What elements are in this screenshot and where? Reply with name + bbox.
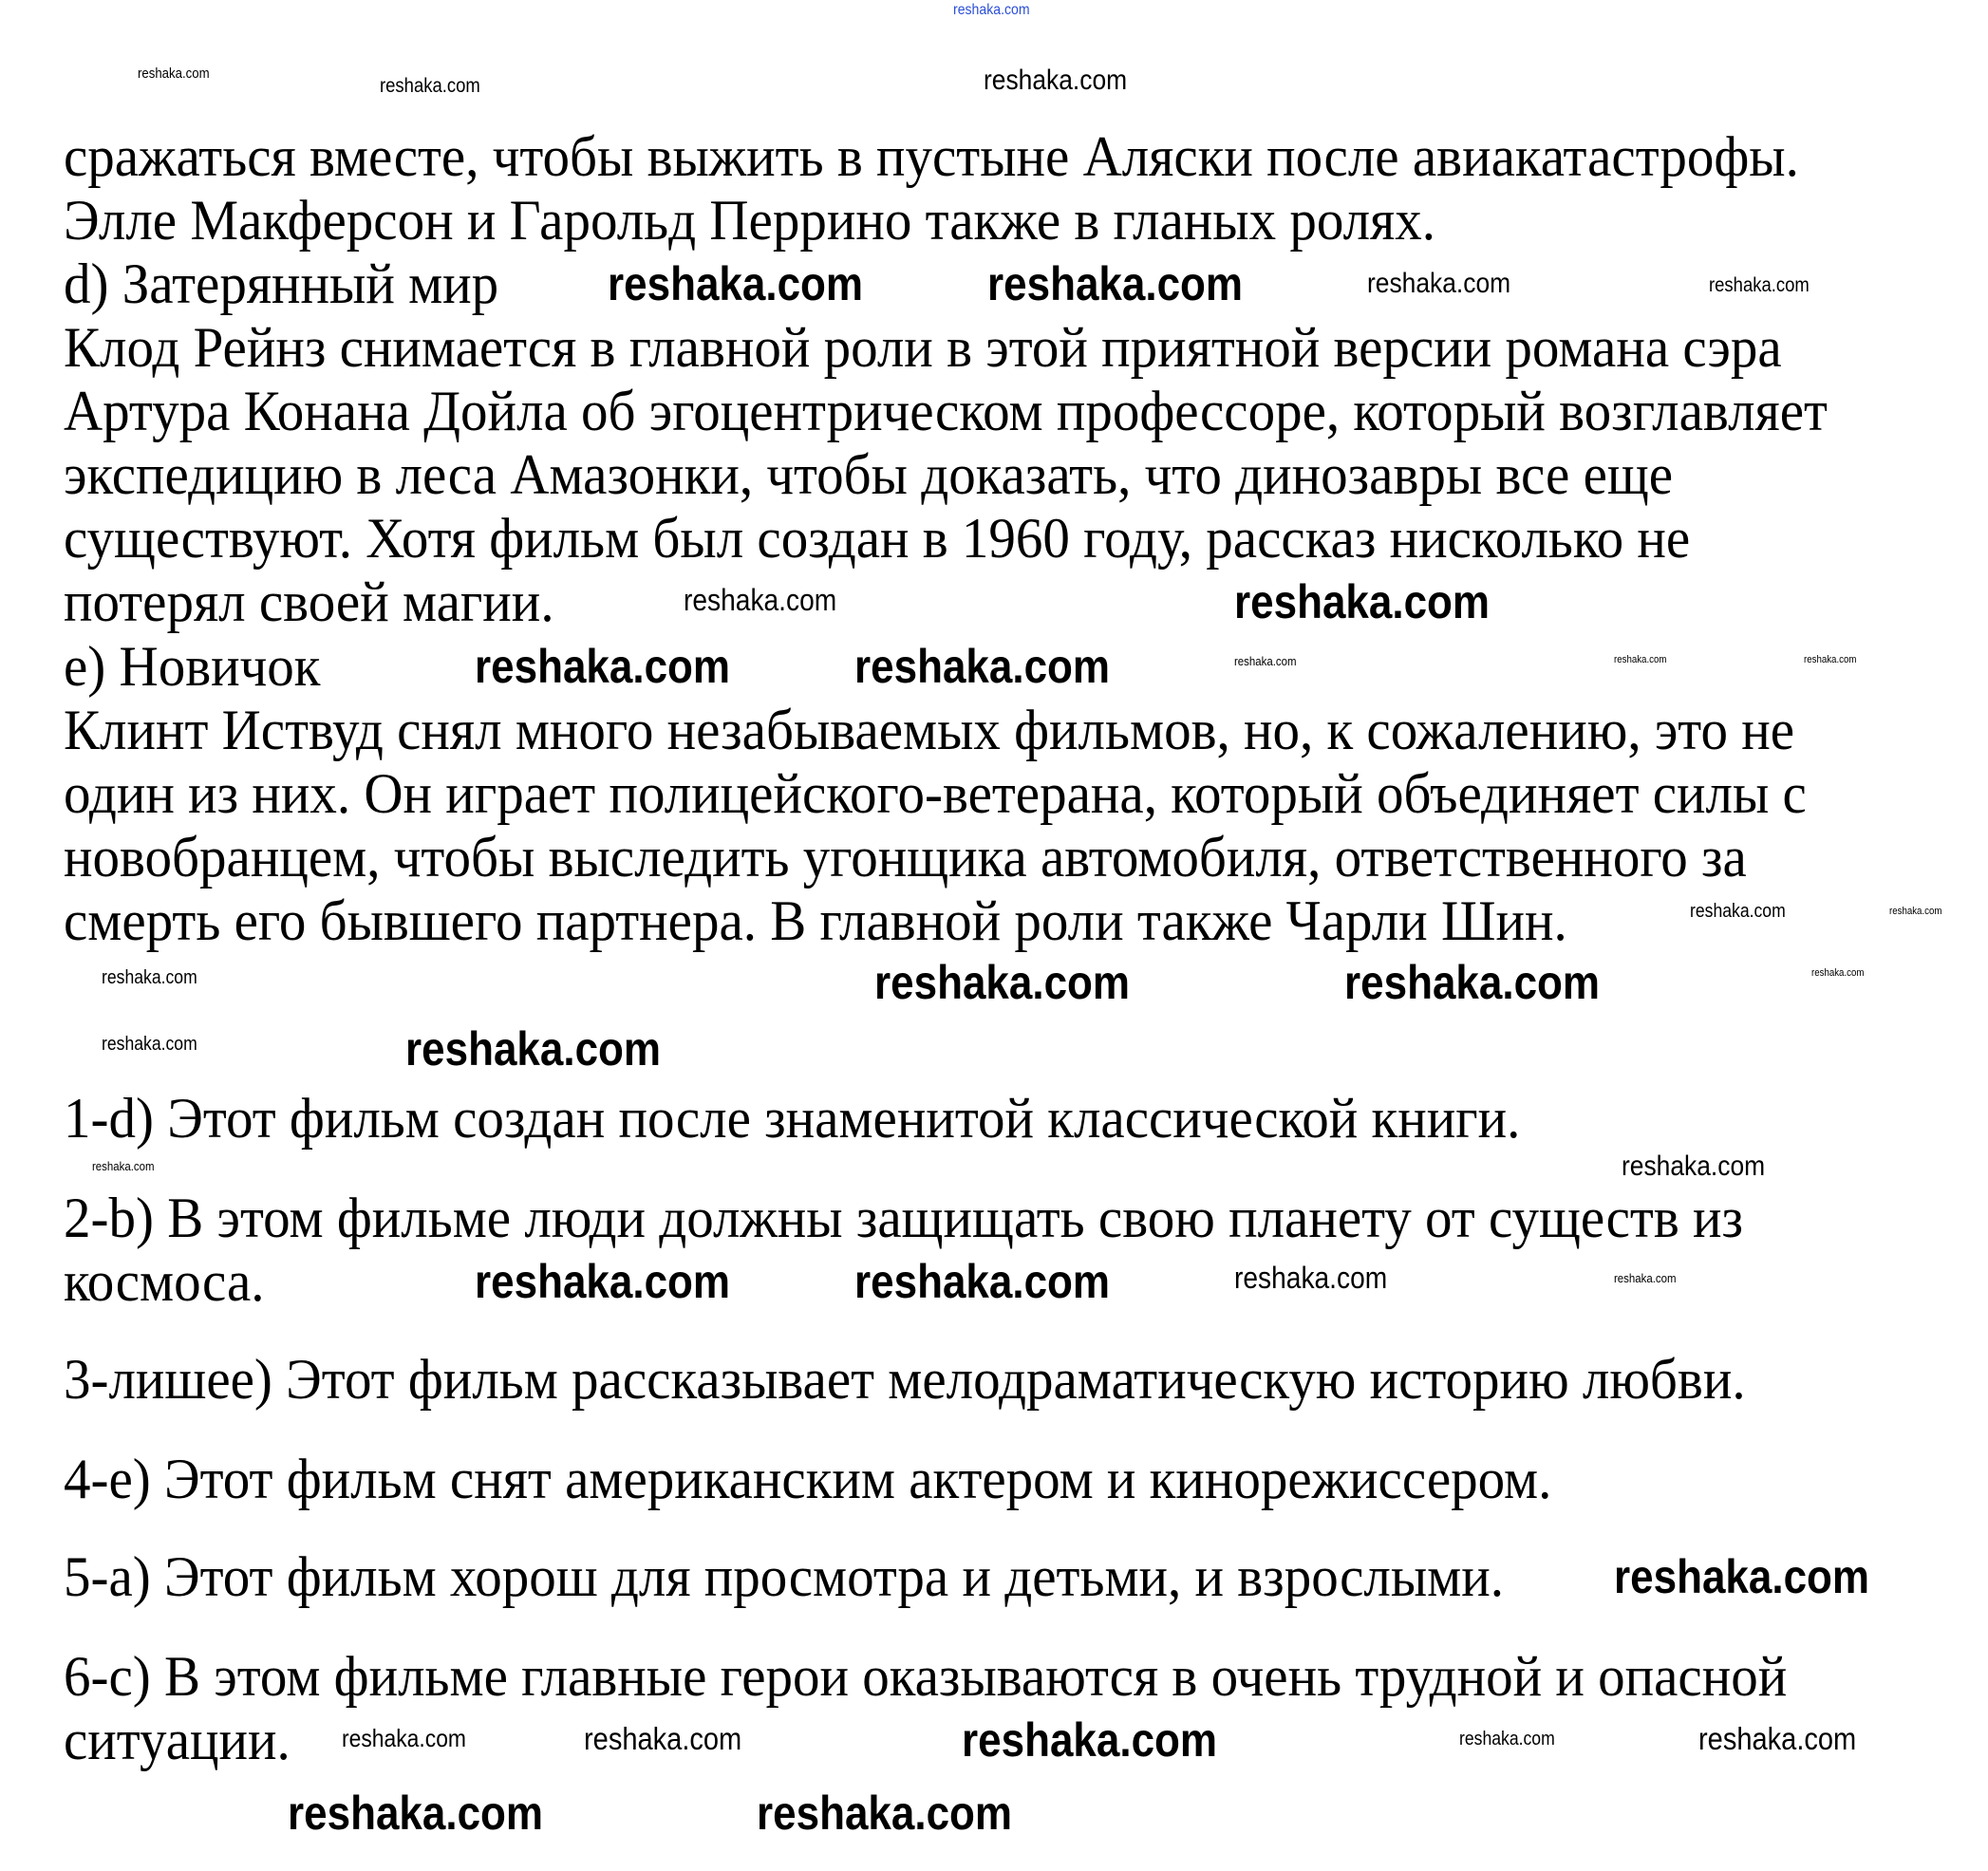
watermark: reshaka.com: [1367, 268, 1511, 299]
watermark: reshaka.com: [984, 65, 1128, 96]
text-line: сражаться вместе, чтобы выжить в пустыне Аляски после авиакатастрофы.: [64, 125, 1799, 188]
answer-line: ситуации.: [64, 1709, 291, 1771]
watermark: reshaka.com: [1614, 1271, 1677, 1285]
watermark: reshaka.com: [102, 967, 197, 988]
text-line: новобранцем, чтобы выследить угонщика автомобиля, ответственного за: [64, 826, 1747, 889]
watermark: reshaka.com: [405, 1022, 662, 1076]
watermark: reshaka.com: [1234, 575, 1491, 628]
watermark: reshaka.com: [1459, 1729, 1555, 1749]
watermark: reshaka.com: [380, 75, 480, 97]
text-line: Клинт Иствуд снял много незабываемых фильмов, но, к сожалению, это не: [64, 699, 1795, 761]
watermark: reshaka.com: [1614, 1550, 1870, 1603]
watermark: reshaka.com: [1698, 1721, 1857, 1756]
watermark: reshaka.com: [608, 257, 864, 310]
answer-line: 1-d) Этот фильм создан после знаменитой классической книги.: [64, 1087, 1521, 1150]
text-line: потерял своей магии.: [64, 571, 554, 633]
text-line: экспедицию в леса Амазонки, чтобы доказать, что динозавры все еще: [64, 443, 1674, 506]
watermark: reshaka.com: [475, 640, 731, 693]
watermark: reshaka.com: [953, 2, 1030, 18]
section-heading-e: e) Новичок: [64, 635, 321, 698]
text-line: Артура Конана Дойла об эгоцентрическом профессоре, который возглавляет: [64, 380, 1828, 442]
watermark: reshaka.com: [1614, 654, 1667, 665]
watermark: reshaka.com: [584, 1721, 742, 1756]
watermark: reshaka.com: [1804, 654, 1857, 665]
answer-line: 2-b) В этом фильме люди должны защищать свою планету от существ из: [64, 1187, 1744, 1249]
answer-line: 3-лишее) Этот фильм рассказывает мелодраматическую историю любви.: [64, 1348, 1746, 1411]
text-line: Клод Рейнз снимается в главной роли в этой приятной версии романа сэра: [64, 316, 1782, 379]
watermark: reshaka.com: [854, 1255, 1111, 1308]
watermark: reshaka.com: [1234, 654, 1297, 668]
watermark: reshaka.com: [1622, 1151, 1766, 1182]
watermark: reshaka.com: [1709, 274, 1810, 296]
watermark: reshaka.com: [854, 640, 1111, 693]
section-heading-d: d) Затерянный мир: [64, 253, 499, 315]
watermark: reshaka.com: [342, 1724, 466, 1752]
watermark: reshaka.com: [757, 1787, 1013, 1840]
text-line: Элле Макферсон и Гарольд Перрино также в гланых ролях.: [64, 189, 1435, 252]
watermark: reshaka.com: [1690, 901, 1786, 922]
watermark: reshaka.com: [288, 1787, 544, 1840]
watermark: reshaka.com: [1234, 1261, 1388, 1295]
text-line: смерть его бывшего партнера. В главной роли также Чарли Шин.: [64, 889, 1567, 952]
answer-line: космоса.: [64, 1250, 265, 1313]
watermark: reshaka.com: [92, 1159, 155, 1173]
watermark: reshaka.com: [138, 65, 210, 82]
watermark: reshaka.com: [874, 956, 1131, 1009]
watermark: reshaka.com: [962, 1713, 1218, 1767]
answer-line: 4-e) Этот фильм снят американским актером и кинорежиссером.: [64, 1448, 1552, 1510]
text-line: существуют. Хотя фильм был создан в 1960 году, рассказ нисколько не: [64, 507, 1691, 570]
answer-line: 6-c) В этом фильме главные герои оказываются в очень трудной и опасной: [64, 1645, 1788, 1708]
watermark: reshaka.com: [987, 257, 1244, 310]
watermark: reshaka.com: [102, 1034, 197, 1055]
watermark: reshaka.com: [475, 1255, 731, 1308]
answer-line: 5-a) Этот фильм хорош для просмотра и детьми, и взрослыми.: [64, 1545, 1504, 1608]
watermark: reshaka.com: [684, 583, 837, 617]
text-line: один из них. Он играет полицейского-ветерана, который объединяет силы с: [64, 762, 1807, 825]
watermark: reshaka.com: [1889, 906, 1942, 917]
watermark: reshaka.com: [1344, 956, 1601, 1009]
watermark: reshaka.com: [1811, 967, 1865, 979]
